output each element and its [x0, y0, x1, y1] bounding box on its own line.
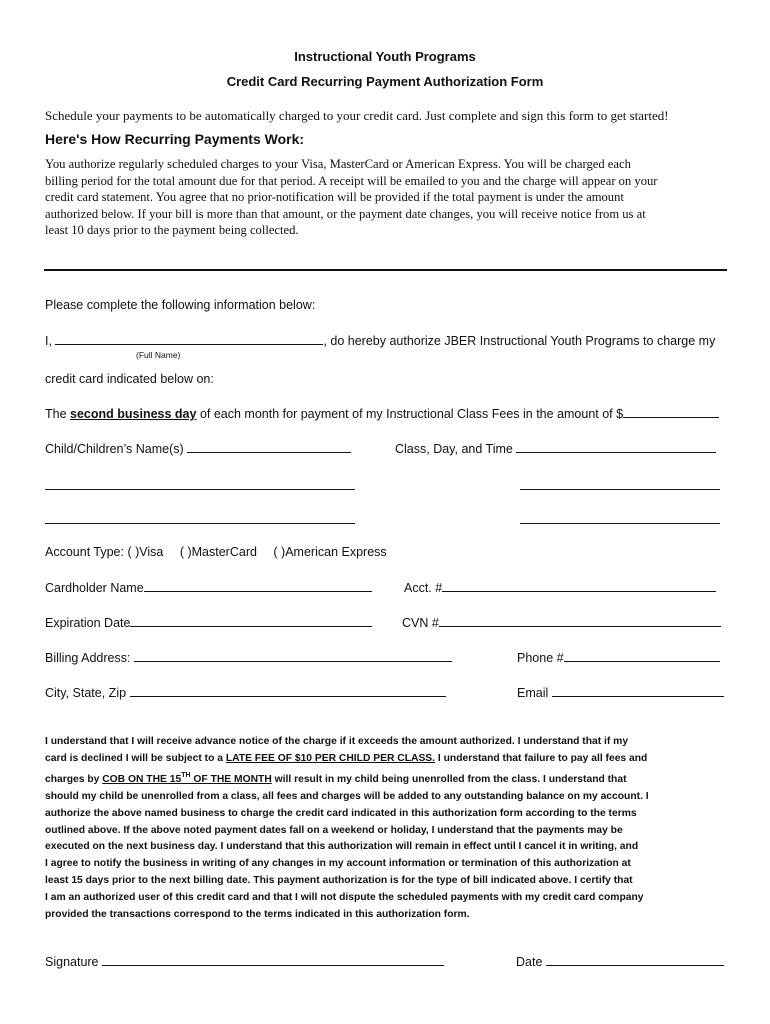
late-fee-text: LATE FEE OF $10 PER CHILD PER CLASS. [225, 752, 436, 764]
child-name-field-2[interactable] [45, 489, 355, 490]
terms-line: provided the transactions correspond to the terms indicated in this authorization form. [45, 909, 470, 921]
payment-prefix: The [45, 407, 67, 421]
billing-field[interactable] [134, 650, 452, 662]
account-type-row [45, 545, 387, 559]
how-line: credit card statement. You agree that no prior-notification will be provided if the total payment is under the amount [45, 190, 624, 204]
terms-line: authorize the above named business to charge the credit card indicated in this authorization form according to the terms [45, 807, 637, 819]
how-heading: Here's How Recurring Payments Work: [45, 131, 305, 147]
date-row [516, 954, 724, 969]
date-field[interactable] [546, 954, 724, 966]
terms-line: charges by COB ON THE 15TH OF THE MONTH will result in my child being unenrolled from the class. I understand that [45, 771, 627, 785]
please-complete-text: Please complete the following information below: [45, 298, 316, 312]
child-row [45, 441, 351, 456]
full-name-row [45, 333, 715, 348]
how-paragraph [45, 156, 735, 239]
child-label: Child/Children’s Name(s) [45, 442, 184, 456]
card-indicated-text: credit card indicated below on: [45, 372, 214, 386]
how-line: authorized below. If your bill is more than that amount, or the payment date changes, you will receive notice from us at [45, 206, 646, 221]
expiration-label: Expiration Date [45, 616, 131, 630]
terms-paragraph [45, 734, 745, 924]
authorize-text: , do hereby authorize JBER Instructional Youth Programs to charge my [323, 334, 716, 348]
mastercard-option[interactable]: ( )MasterCard [179, 545, 257, 559]
intro-text: Schedule your payments to be automatically charged to your credit card. Just complete and sign this form to get started! [45, 108, 669, 123]
cardholder-field[interactable] [144, 580, 372, 592]
date-label: Date [516, 955, 543, 969]
terms-line: I am an authorized user of this credit card and that I will not dispute the scheduled payments with my credit card company [45, 892, 644, 904]
city-row [45, 685, 446, 700]
terms-line: card is declined I will be subject to a LATE FEE OF $10 PER CHILD PER CLASS. I understand that failure to pay all fees and [45, 752, 648, 764]
phone-label: Phone # [517, 651, 564, 665]
phone-row [517, 650, 720, 665]
email-row [517, 685, 724, 700]
terms-line: executed on the next business day. I understand that this authorization will remain in effect until I cancel it in writing, and [45, 841, 639, 853]
amex-option[interactable]: ( )American Express [273, 545, 387, 559]
acct-row [404, 580, 716, 595]
billing-label: Billing Address: [45, 651, 131, 665]
phone-field[interactable] [564, 650, 720, 662]
signature-row [45, 954, 444, 969]
class-field-3[interactable] [520, 523, 720, 524]
acct-label: Acct. # [404, 581, 443, 595]
payment-row [45, 406, 719, 421]
form-title: Instructional Youth Programs [294, 49, 476, 64]
terms-line: outlined above. If the above noted payment dates fall on a weekend or holiday, I understand that the payments may be [45, 824, 623, 836]
city-field[interactable] [130, 685, 446, 697]
cvn-field[interactable] [439, 615, 721, 627]
section-divider [44, 269, 727, 271]
cardholder-label: Cardholder Name [45, 581, 144, 595]
child-name-field-3[interactable] [45, 523, 355, 524]
form-subtitle: Credit Card Recurring Payment Authorization Form [226, 74, 544, 89]
full-name-caption: (Full Name) [136, 350, 181, 360]
signature-label: Signature [45, 955, 99, 969]
terms-line: I agree to notify the business in writing of any changes in my account information or termination of this authorization at [45, 858, 631, 870]
class-row [395, 441, 716, 456]
signature-field[interactable] [102, 954, 444, 966]
how-line: billing period for the total amount due for that period. A receipt will be emailed to you and the charge will appear on your [45, 173, 658, 188]
terms-line: should my child be unenrolled from a class, all fees and charges will be added to any outstanding balance on my account. I [45, 790, 649, 802]
class-field[interactable] [516, 441, 716, 453]
amount-field[interactable] [623, 406, 719, 418]
cardholder-row [45, 580, 372, 595]
cob-deadline-text: COB ON THE 15TH OF THE MONTH [102, 771, 272, 785]
email-field[interactable] [552, 685, 724, 697]
terms-line: least 15 days prior to the next billing date. This payment authorization is for the type of bill indicated above. I certify that [45, 875, 633, 887]
how-line: least 10 days prior to the payment being collected. [45, 223, 299, 237]
full-name-field[interactable] [55, 333, 323, 345]
city-label: City, State, Zip [45, 686, 127, 700]
expiration-field[interactable] [130, 615, 372, 627]
payment-suffix: of each month for payment of my Instructional Class Fees in the amount of $ [199, 407, 624, 421]
i-prefix: I, [45, 334, 52, 348]
class-field-2[interactable] [520, 489, 720, 490]
billing-row [45, 650, 452, 665]
how-line: You authorize regularly scheduled charges to your Visa, MasterCard or American Express. You will be charged each [45, 157, 631, 171]
terms-line: I understand that I will receive advance notice of the charge if it exceeds the amount authorized. I understand that if my [45, 736, 629, 747]
payment-day: second business day [70, 407, 197, 421]
cvn-label: CVN # [402, 616, 439, 630]
acct-field[interactable] [442, 580, 716, 592]
class-label: Class, Day, and Time [395, 442, 513, 456]
visa-option[interactable]: Account Type: ( )Visa [45, 545, 164, 559]
cvn-row [402, 615, 721, 630]
child-name-field[interactable] [187, 441, 351, 453]
email-label: Email [517, 686, 549, 700]
expiration-row [45, 615, 372, 630]
